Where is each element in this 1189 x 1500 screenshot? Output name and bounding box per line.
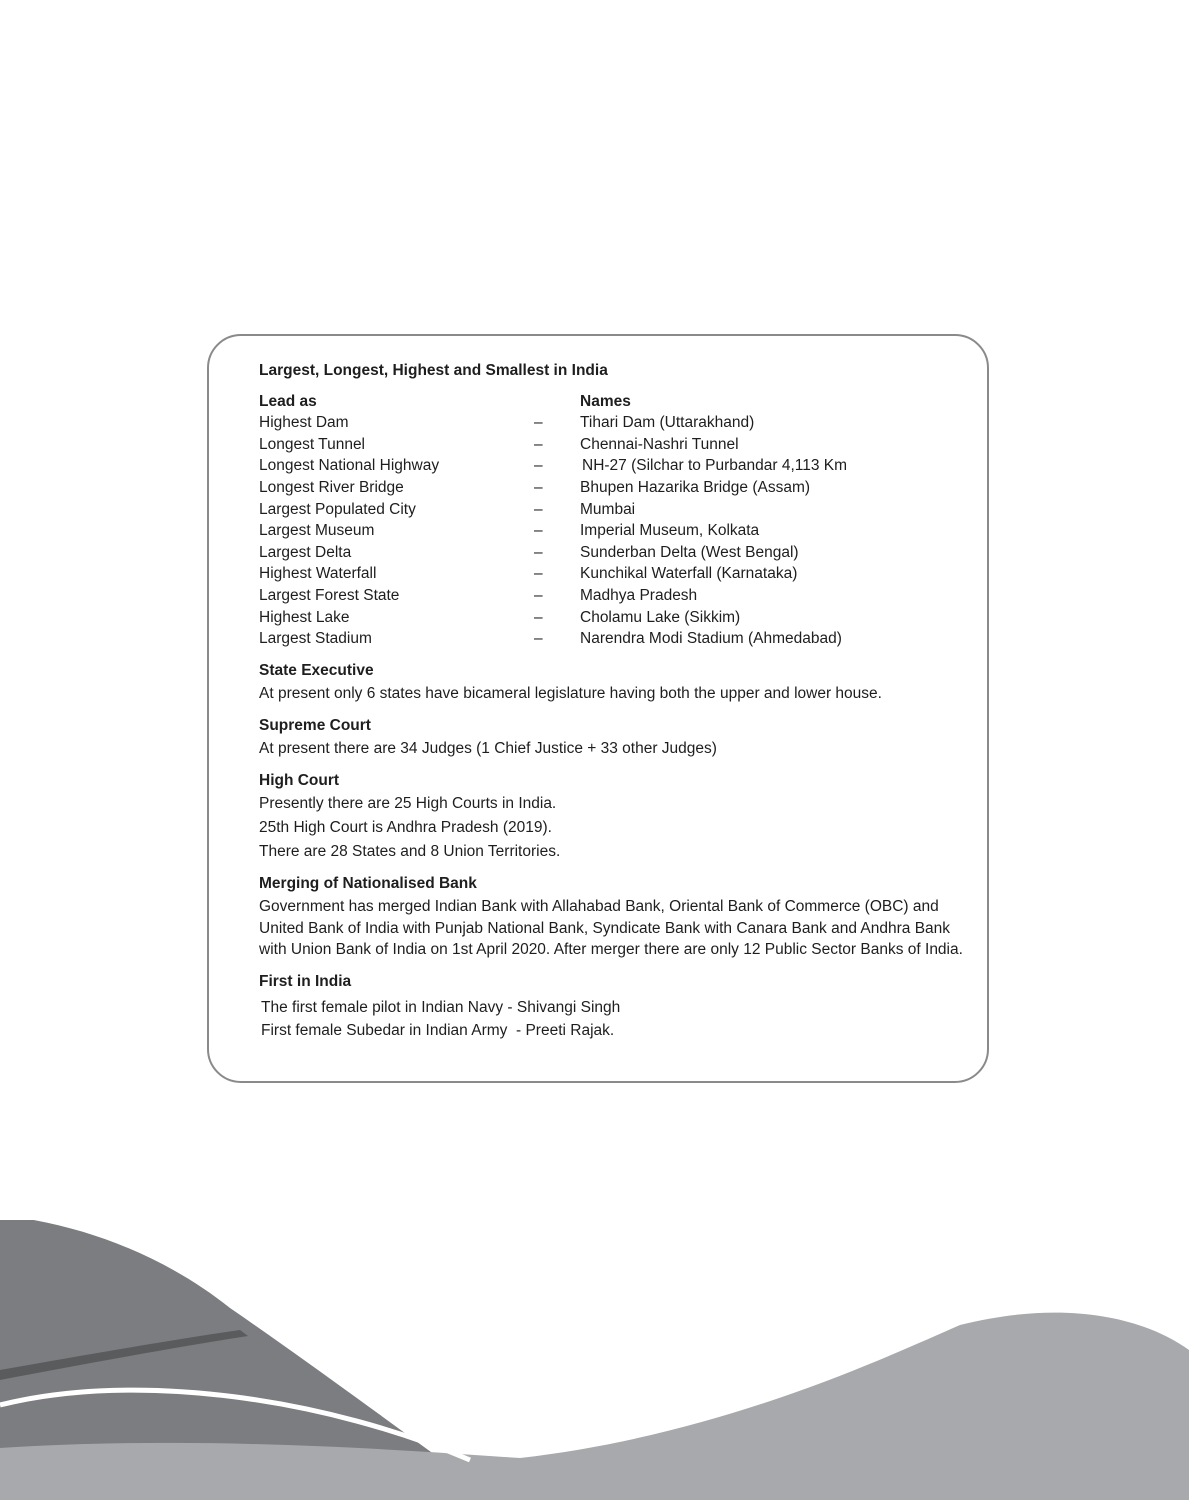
row-lead: Highest Waterfall: [259, 565, 377, 583]
card-title: Largest, Longest, Highest and Smallest in India: [259, 362, 608, 379]
state-executive-section: [259, 660, 969, 705]
row-dash: –: [534, 478, 543, 496]
table-row: [259, 477, 969, 499]
supreme-court-section: [259, 715, 969, 760]
section-line: United Bank of India with Punjab National Bank, Syndicate Bank with Canara Bank and Andhra Bank: [259, 919, 951, 937]
row-dash: –: [534, 522, 543, 540]
header-lead: Lead as: [259, 392, 317, 410]
row-name: Kunchikal Waterfall (Karnataka): [580, 565, 798, 583]
row-dash: –: [534, 630, 543, 648]
row-dash: –: [534, 414, 543, 432]
section-text: At present only 6 states have bicameral legislature having both the upper and lower house.: [259, 685, 882, 703]
row-lead: Highest Lake: [259, 608, 350, 626]
row-lead: Largest Museum: [259, 522, 375, 540]
row-dash: –: [534, 435, 543, 453]
row-dash: –: [534, 457, 543, 475]
row-dash: –: [534, 500, 543, 518]
section-line: Government has merged Indian Bank with Allahabad Bank, Oriental Bank of Commerce (OBC) and: [259, 898, 939, 916]
section-heading: First in India: [259, 972, 352, 990]
row-lead: Longest River Bridge: [259, 478, 404, 496]
first-in-india-section: [259, 971, 969, 1043]
table-row: [259, 542, 969, 564]
table-row: [259, 434, 969, 456]
section-line: Presently there are 25 High Courts in India.: [259, 795, 557, 813]
section-heading: High Court: [259, 771, 340, 789]
row-name: Sunderban Delta (West Bengal): [580, 543, 799, 561]
row-name: NH-27 (Silchar to Purbandar 4,113 Km: [582, 457, 848, 475]
table-row: [259, 607, 969, 629]
high-court-section: [259, 770, 969, 863]
table-row: [259, 499, 969, 521]
info-card: [207, 334, 989, 1083]
table-row: [259, 628, 969, 650]
header-names: Names: [580, 392, 631, 410]
row-name: Narendra Modi Stadium (Ahmedabad): [580, 630, 842, 648]
row-name: Chennai-Nashri Tunnel: [580, 435, 739, 453]
section-heading: Supreme Court: [259, 716, 371, 734]
table-header: [259, 391, 969, 413]
section-text: At present there are 34 Judges (1 Chief Justice + 33 other Judges): [259, 740, 717, 758]
decorative-waves: [0, 1220, 1189, 1500]
row-dash: –: [534, 565, 543, 583]
row-lead: Longest National Highway: [259, 457, 440, 475]
row-lead: Highest Dam: [259, 414, 349, 432]
row-dash: –: [534, 608, 543, 626]
section-heading: Merging of Nationalised Bank: [259, 874, 477, 892]
section-line: 25th High Court is Andhra Pradesh (2019).: [259, 819, 552, 837]
row-lead: Longest Tunnel: [259, 435, 366, 453]
row-name: Cholamu Lake (Sikkim): [580, 608, 741, 626]
row-name: Bhupen Hazarika Bridge (Assam): [580, 478, 811, 496]
table-row: [259, 412, 969, 434]
row-lead: Largest Forest State: [259, 586, 400, 604]
table-row: [259, 520, 969, 542]
table-row: [259, 455, 969, 477]
row-lead: Largest Populated City: [259, 500, 416, 518]
table-row: [259, 563, 969, 585]
row-lead: Largest Stadium: [259, 630, 372, 648]
row-dash: –: [534, 543, 543, 561]
card-content: [259, 360, 969, 1042]
section-line: First female Subedar in Indian Army - Preeti Rajak.: [261, 1022, 615, 1040]
row-name: Tihari Dam (Uttarakhand): [580, 414, 755, 432]
row-lead: Largest Delta: [259, 543, 352, 561]
row-name: Imperial Museum, Kolkata: [580, 522, 760, 540]
row-name: Mumbai: [580, 500, 636, 518]
table-row: [259, 585, 969, 607]
section-line: There are 28 States and 8 Union Territories.: [259, 843, 561, 861]
row-name: Madhya Pradesh: [580, 586, 698, 604]
merging-bank-section: [259, 873, 969, 961]
row-dash: –: [534, 586, 543, 604]
records-table: [259, 391, 969, 650]
section-line: The first female pilot in Indian Navy - Shivangi Singh: [261, 999, 621, 1017]
section-heading: State Executive: [259, 661, 374, 679]
section-line: with Union Bank of India on 1st April 2020. After merger there are only 12 Public Sector Banks of India.: [259, 941, 963, 959]
